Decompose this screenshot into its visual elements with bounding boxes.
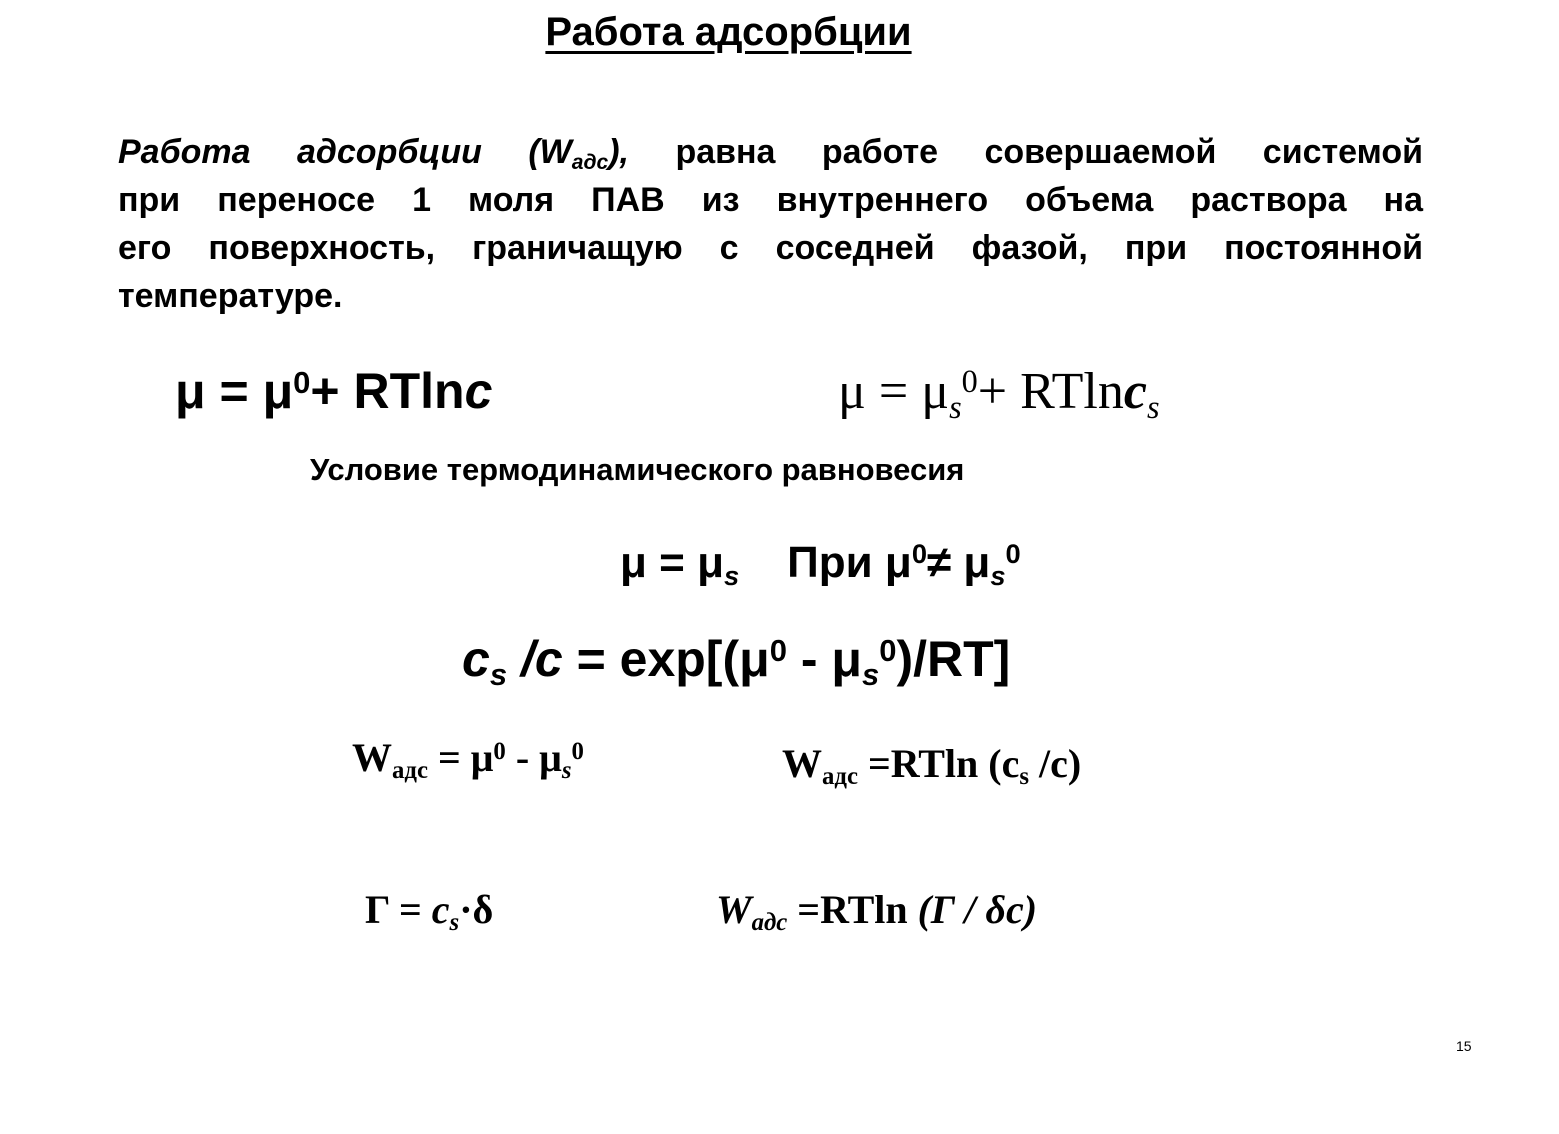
equation-adsorption-gamma: $\Gamma = c_s\cdot\delta$ xyxy=(365,887,494,937)
page-number: 15 xyxy=(1456,1038,1472,1054)
definition-paragraph xyxy=(118,128,1423,320)
equation-work-gamma: $W_{адс} =RTln$ (Γ / δc) xyxy=(716,887,1038,937)
definition-line-2: при переносе 1 моля ПАВ из внутреннего объема раствора на xyxy=(118,181,1423,219)
equation-concentration-ratio: $c_s$ $/c = \exp[(\mu^0 - \mu_s^0)/RT]$ xyxy=(462,631,1011,693)
equation-equilibrium: $\mu = \mu_s$ При $\mu^0\ne \mu_s^0$ xyxy=(620,538,1021,592)
definition-line-1: Работа адсорбции $(W_{адс})$, равна работе совершаемой системой xyxy=(118,133,1423,175)
equilibrium-condition-label: Условие термодинамического равновесия xyxy=(310,452,965,487)
definition-line-4: температуре. xyxy=(118,277,343,315)
equation-work-concentration: $W_{адс} =RTln$ ($c_s$ /c) xyxy=(782,741,1082,791)
equation-work-potential-difference: $W_{адс} = \mu^0 - \mu_s^0$ xyxy=(352,735,584,785)
definition-line-3: его поверхность, граничащую с соседней фазой, при постоянной xyxy=(118,229,1423,267)
equation-chemical-potential-surface: $\mu = \mu_s^0+ RTlnc_s$ xyxy=(838,362,1160,425)
equation-chemical-potential-bulk: $\mu = \mu^0+ RTlnc$ xyxy=(175,363,493,419)
page-title: Работа адсорбции xyxy=(545,10,912,54)
